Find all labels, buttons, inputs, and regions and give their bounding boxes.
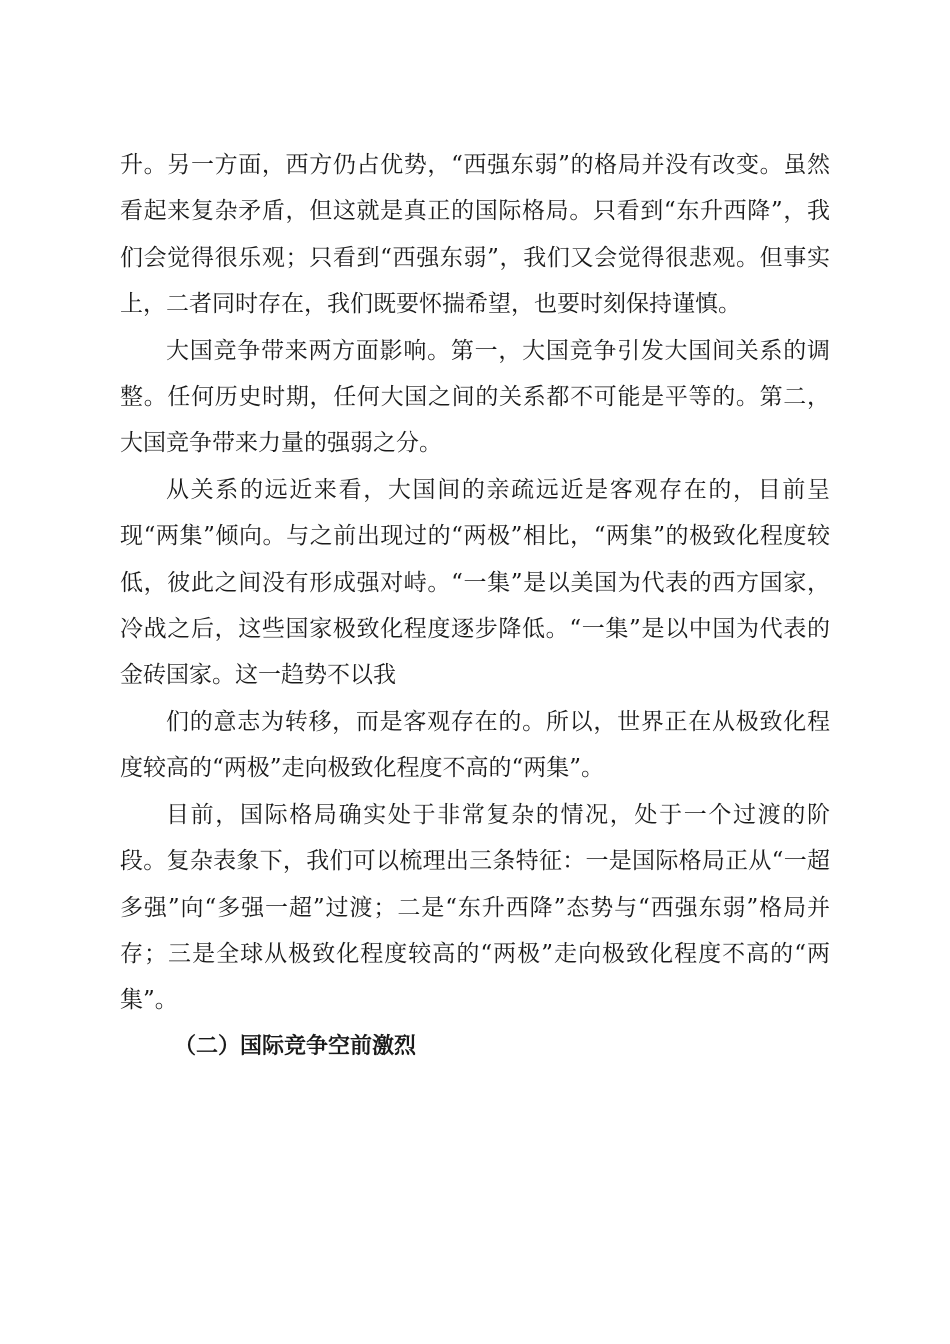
paragraph-three-features: 目前，国际格局确实处于非常复杂的情况，处于一个过渡的阶段。复杂表象下，我们可以梳理出三条特征：一是国际格局正从“一超多强”向“多强一超”过渡；二是“东升西降”态势与“西强东弱”格局并存；三是全球从极致化程度较高的“两极”走向极致化程度不高的“两集”。 [120, 801, 830, 1014]
paragraph-objective-trend: 们的意志为转移，而是客观存在的。所以，世界正在从极致化程度较高的“两极”走向极致化程度不高的“两集”。 [120, 708, 830, 782]
paragraph-continuation: 升。另一方面，西方仍占优势，“西强东弱”的格局并没有改变。虽然看起来复杂矛盾，但这就是真正的国际格局。只看到“东升西降”，我们会觉得很乐观；只看到“西强东弱”，我们又会觉得很悲观。但事实上，二者同时存在，我们既要怀揣希望，也要时刻保持谨慎。 [120, 152, 830, 318]
document-page [120, 142, 830, 1070]
section-heading: （二）国际竞争空前激烈 [174, 1033, 417, 1059]
paragraph-two-clusters: 从关系的远近来看，大国间的亲疏远近是客观存在的，目前呈现“两集”倾向。与之前出现过的“两极”相比，“两集”的极致化程度较低，彼此之间没有形成强对峙。“一集”是以美国为代表的西方国家，冷战之后，这些国家极致化程度逐步降低。“一集”是以中国为代表的金砖国家。这一趋势不以我 [120, 476, 830, 689]
paragraph-great-power-competition: 大国竞争带来两方面影响。第一，大国竞争引发大国间关系的调整。任何历史时期，任何大国之间的关系都不可能是平等的。第二，大国竞争带来力量的强弱之分。 [120, 337, 830, 457]
